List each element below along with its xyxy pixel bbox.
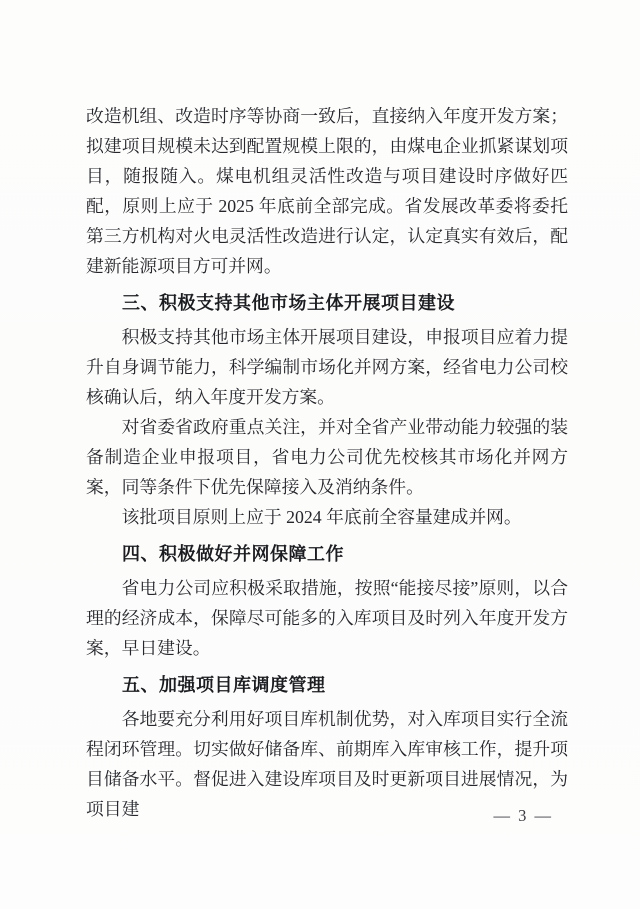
- document-body: [86, 101, 568, 824]
- section-heading-5: 五、加强项目库调度管理: [122, 675, 326, 695]
- paragraph-continues-next-page: 各地要充分利用好项目库机制优势，对入库项目实行全流程闭环管理。切实做好储备库、前期库入库审核工作，提升项目储备水平。督促进入建设库项目及时更新项目进展情况，为项目建: [86, 709, 568, 819]
- paragraph: 对省委省政府重点关注，并对全省产业带动能力较强的装备制造企业申报项目，省电力公司优先校核其市场化并网方案，同等条件下优先保障接入及消纳条件。: [86, 417, 568, 497]
- page-number: — 3 —: [493, 806, 553, 825]
- paragraph: 积极支持其他市场主体开展项目建设，申报项目应着力提升自身调节能力，科学编制市场化并网方案，经省电力公司校核确认后，纳入年度开发方案。: [86, 327, 568, 407]
- paragraph: 该批项目原则上应于 2024 年底前全容量建成并网。: [121, 507, 522, 527]
- paragraph: 省电力公司应积极采取措施，按照“能接尽接”原则，以合理的经济成本，保障尽可能多的入库项目及时列入年度开发方案，早日建设。: [86, 578, 568, 658]
- section-heading-4: 四、积极做好并网保障工作: [122, 544, 344, 564]
- paragraph-continued-from-previous-page: 改造机组、改造时序等协商一致后，直接纳入年度开发方案；拟建项目规模未达到配置规模上限的，由煤电企业抓紧谋划项目，随报随入。煤电机组灵活性改造与项目建设时序做好匹配，原则上应于 2025 年底前全部完成。省发展改革委将委托第三方机构对火电灵活性改造进行认定，认定真实有效后，配建新能源项目方可并网。: [86, 106, 568, 276]
- section-heading-3: 三、积极支持其他市场主体开展项目建设: [122, 293, 455, 313]
